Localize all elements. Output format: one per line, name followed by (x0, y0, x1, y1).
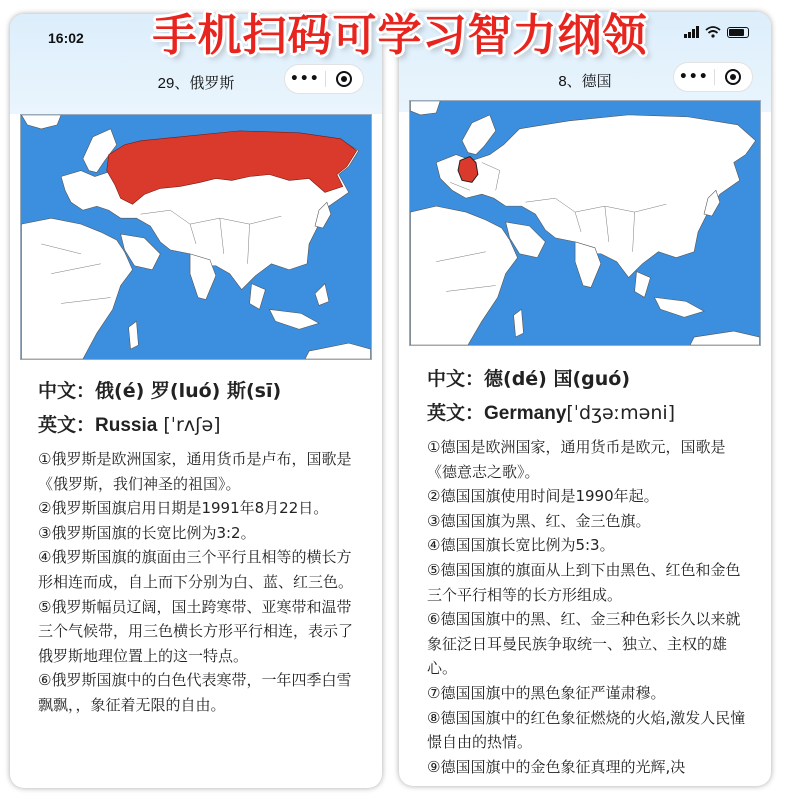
fact-list (427, 435, 753, 779)
fact-item: ①俄罗斯是欧洲国家，通用货币是卢布，国歌是《俄罗斯，我们神圣的祖国》。 (38, 450, 352, 493)
world-map-russia (20, 114, 372, 360)
info-panel (427, 362, 753, 779)
phone-screen-germany (399, 12, 771, 786)
mini-program-capsule (673, 62, 753, 92)
world-map-germany (409, 100, 761, 346)
target-icon (336, 71, 352, 87)
fact-item: ②德国国旗使用时间是1990年起。 (427, 487, 659, 506)
fact-item: ⑥德国国旗中的黑、红、金三种色彩长久以来就象征泛日耳曼民族争取统一、独立、主权的雄心。 (427, 610, 741, 678)
english-word: Germany (484, 403, 567, 424)
fact-item: ⑥俄罗斯国旗中的白色代表寒带，一年四季白雪飘飘，，象征着无限的自由。 (38, 671, 352, 714)
fact-item: ⑦德国国旗中的黑色象征严谨肃穆。 (427, 683, 666, 702)
fact-item: ①德国是欧洲国家，通用货币是欧元，国歌是《德意志之歌》。 (427, 438, 726, 481)
fact-item: ⑧德国国旗中的红色象征燃烧的火焰,激发人民憧憬自由的热情。 (427, 708, 746, 752)
chinese-name: 德(dé) 国(guó) (484, 368, 631, 390)
close-program-button[interactable] (714, 69, 752, 85)
english-label: 英文： (38, 414, 96, 436)
fact-item: ④俄罗斯国旗的旗面由三个平行且相等的横长方形相连而成，自上而下分别为白、蓝、红三色。 (38, 548, 354, 591)
english-word: Russia (95, 415, 158, 436)
close-program-button[interactable] (325, 71, 363, 87)
chinese-label: 中文： (427, 368, 485, 390)
status-time: 16:02 (48, 30, 84, 46)
more-menu-button[interactable]: ••• (289, 71, 320, 87)
target-icon (725, 69, 741, 85)
english-name-line (427, 396, 753, 431)
english-label: 英文： (427, 402, 485, 424)
chinese-name-line (427, 362, 753, 396)
more-menu-button[interactable]: ••• (678, 69, 709, 85)
info-panel (38, 374, 364, 718)
english-name-line (38, 408, 364, 443)
fact-item: ⑤德国国旗的旗面从上到下由黑色、红色和金色三个平行相等的长方形组成。 (427, 560, 741, 604)
promo-banner-title: 手机扫码可学习智力纲领 (152, 10, 648, 61)
phone-screen-russia (10, 14, 382, 788)
map-svg (21, 115, 371, 359)
fact-item: ③德国国旗为黑、红、金三色旗。 (427, 511, 651, 530)
fact-item: ③俄罗斯国旗的长宽比例为3:2。 (38, 523, 256, 542)
fact-item: ⑨德国国旗中的金色象征真理的光辉,决 (427, 757, 686, 776)
page-title: 29、俄罗斯 (157, 75, 235, 92)
fact-item: ④德国国旗长宽比例为5:3。 (427, 536, 615, 555)
fact-list (38, 447, 364, 718)
phonetic: [ˈrʌʃə] (163, 414, 221, 436)
phonetic: [ˈdʒəːməni] (566, 402, 676, 424)
chinese-name-line (38, 374, 364, 408)
chinese-label: 中文： (38, 380, 96, 402)
page-title: 8、德国 (558, 73, 612, 90)
map-svg (410, 101, 760, 345)
mini-program-capsule (284, 64, 364, 94)
fact-item: ⑤俄罗斯幅员辽阔，国土跨寒带、亚寒带和温带三个气候带，用三色横长方形平行相连，表示了俄罗斯地理位置上的这一特点。 (38, 597, 354, 665)
chinese-name: 俄(é) 罗(luó) 斯(sī) (95, 380, 282, 402)
fact-item: ②俄罗斯国旗启用日期是1991年8月22日。 (38, 499, 329, 518)
